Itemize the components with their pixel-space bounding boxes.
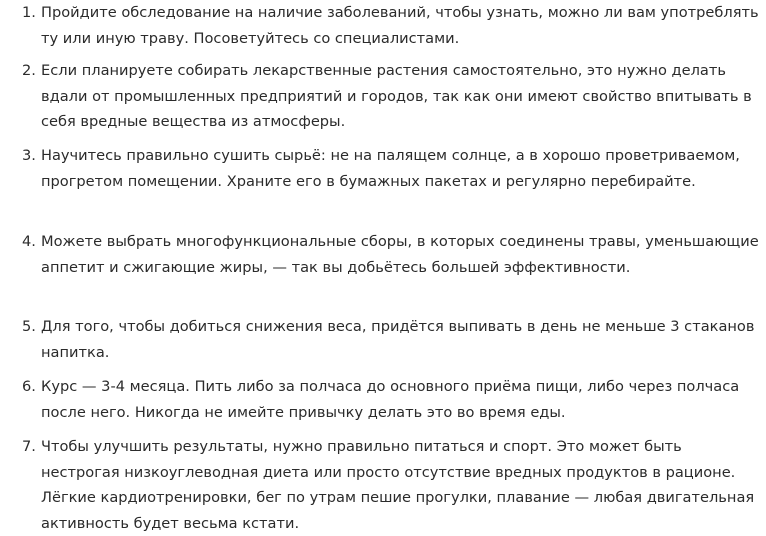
- tip-number: 2.: [22, 62, 36, 79]
- tip-number: 7.: [22, 438, 36, 455]
- tip-text: Для того, чтобы добиться снижения веса, придётся выпивать в день не меньше 3 стаканов напитка.: [41, 318, 755, 361]
- tip-text: Можете выбрать многофункциональные сборы, в которых соединены травы, уменьшающие аппетит и сжигающие жиры, — так вы добьётесь большей эффективности.: [41, 233, 759, 276]
- tip-number: 1.: [22, 4, 36, 21]
- tip-item-7: [0, 434, 766, 536]
- tip-item-3: [0, 143, 766, 194]
- tip-text: Курс — 3-4 месяца. Пить либо за полчаса до основного приёма пищи, либо через полчаса после него. Никогда не имейте привычку делать это во время еды.: [41, 378, 740, 421]
- tip-item-6: [0, 374, 766, 425]
- tip-text: Чтобы улучшить результаты, нужно правильно питаться и спорт. Это может быть нестрогая низкоуглеводная диета или просто отсутствие вредных продуктов в рационе. Лёгкие кардиотренировки, бег по утрам пешие прогулки, плавание — любая двигательная активность будет весьма кстати.: [41, 438, 755, 532]
- tip-number: 4.: [22, 233, 36, 250]
- tip-number: 6.: [22, 378, 36, 395]
- tip-item-4: [0, 229, 766, 280]
- tip-number: 3.: [22, 147, 36, 164]
- tip-text: Если планируете собирать лекарственные растения самостоятельно, это нужно делать вдали от промышленных предприятий и городов, так как они имеют свойство впитывать в себя вредные вещества из атмосферы.: [41, 62, 752, 130]
- tip-item-1: [0, 0, 766, 51]
- tip-item-2: [0, 58, 766, 135]
- tip-text: Научитесь правильно сушить сырьё: не на палящем солнце, а в хорошо проветриваемом, прогретом помещении. Храните его в бумажных пакетах и регулярно перебирайте.: [41, 147, 740, 190]
- tip-item-5: [0, 314, 766, 365]
- tip-number: 5.: [22, 318, 36, 335]
- tip-text: Пройдите обследование на наличие заболеваний, чтобы узнать, можно ли вам употреблять ту или иную траву. Посоветуйтесь со специалистами.: [41, 4, 759, 47]
